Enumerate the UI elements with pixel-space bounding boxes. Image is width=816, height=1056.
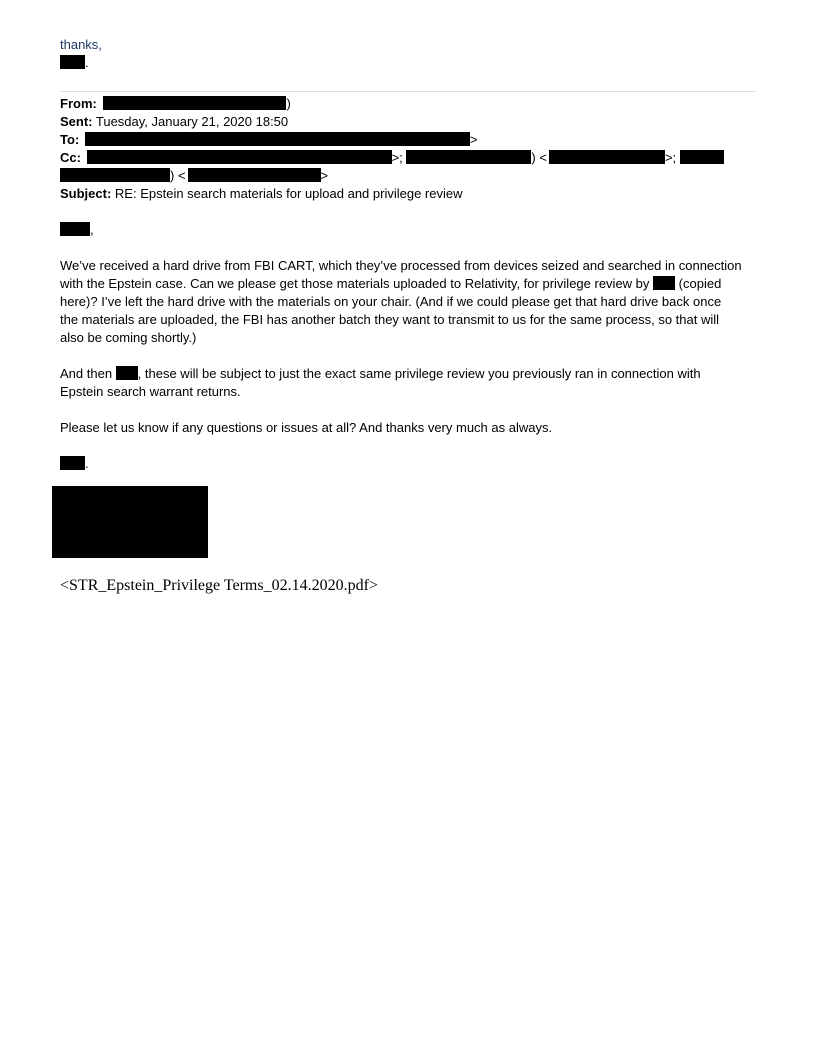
sent-value: Tuesday, January 21, 2020 18:50 (95, 114, 289, 129)
from-label: From: (60, 96, 97, 111)
header-divider (60, 91, 756, 92)
closing-period: . (85, 55, 89, 70)
signoff (60, 456, 89, 471)
body-paragraph-1 (60, 257, 760, 347)
redaction-bar (653, 276, 675, 290)
paragraph-text: with the Epstein case. Can we please get those materials uploaded to Relativity, for privilege review by (60, 276, 650, 291)
paragraph-line: here)? I’ve left the hard drive with the materials on your chair. (And if we could please get that hard drive back once (60, 294, 722, 309)
redaction-bar (103, 96, 286, 110)
paragraph-line (60, 275, 760, 293)
redacted-signature-block (52, 486, 208, 558)
redaction-bar (85, 132, 470, 146)
attachment-filename: <STR_Epstein_Privilege Terms_02.14.2020.pdf> (60, 577, 378, 594)
greeting (60, 222, 94, 237)
cc-sep3: >; (664, 150, 677, 165)
cc-sep1: >; (391, 150, 403, 165)
signoff-period: . (85, 456, 89, 471)
redaction-bar (60, 456, 85, 470)
redaction-bar (549, 150, 665, 164)
paragraph-text: , these will be subject to just the exact same privilege review you previously ran in connection with (137, 366, 701, 381)
redaction-bar (188, 168, 321, 182)
redaction-bar (680, 150, 724, 164)
closing-signature (60, 55, 89, 70)
to-tail: > (469, 132, 478, 147)
cc-sep4: ) < (170, 168, 186, 183)
redaction-bar (60, 168, 170, 182)
redaction-bar (87, 150, 392, 164)
from-row (60, 95, 291, 113)
redaction-bar (60, 55, 85, 69)
subject-value: RE: Epstein search materials for upload and privilege review (114, 186, 463, 201)
body-paragraph-2 (60, 365, 760, 401)
paragraph-line: also be coming shortly.) (60, 330, 197, 345)
cc-sep2: ) < (531, 150, 547, 165)
redaction-bar (116, 366, 138, 380)
to-row (60, 131, 477, 149)
paragraph-line: We’ve received a hard drive from FBI CART, which they’ve processed from devices seized and searched in connection (60, 258, 742, 273)
cc-label: Cc: (60, 150, 81, 165)
paragraph-line: Please let us know if any questions or issues at all? And thanks very much as always. (60, 420, 553, 435)
paragraph-text: And then (60, 366, 113, 381)
to-label: To: (60, 132, 80, 147)
body-paragraph-3 (60, 419, 760, 437)
sent-row (60, 113, 288, 131)
redaction-bar (60, 222, 90, 236)
paragraph-line: the materials are uploaded, the FBI has another batch they want to transmit to us for the same process, so that will (60, 312, 720, 327)
cc-row (60, 149, 724, 167)
cc-row-continued (60, 167, 328, 185)
paragraph-line: Epstein search warrant returns. (60, 384, 241, 399)
paragraph-line (60, 365, 760, 383)
cc-tail: > (320, 168, 329, 183)
redaction-bar (406, 150, 531, 164)
closing-thanks: thanks, (60, 37, 102, 52)
subject-row (60, 185, 462, 203)
from-tail: ) (286, 96, 291, 111)
paragraph-text: (copied (678, 276, 722, 291)
subject-label: Subject: (60, 186, 112, 201)
sent-label: Sent: (60, 114, 93, 129)
greeting-tail: , (90, 222, 94, 237)
